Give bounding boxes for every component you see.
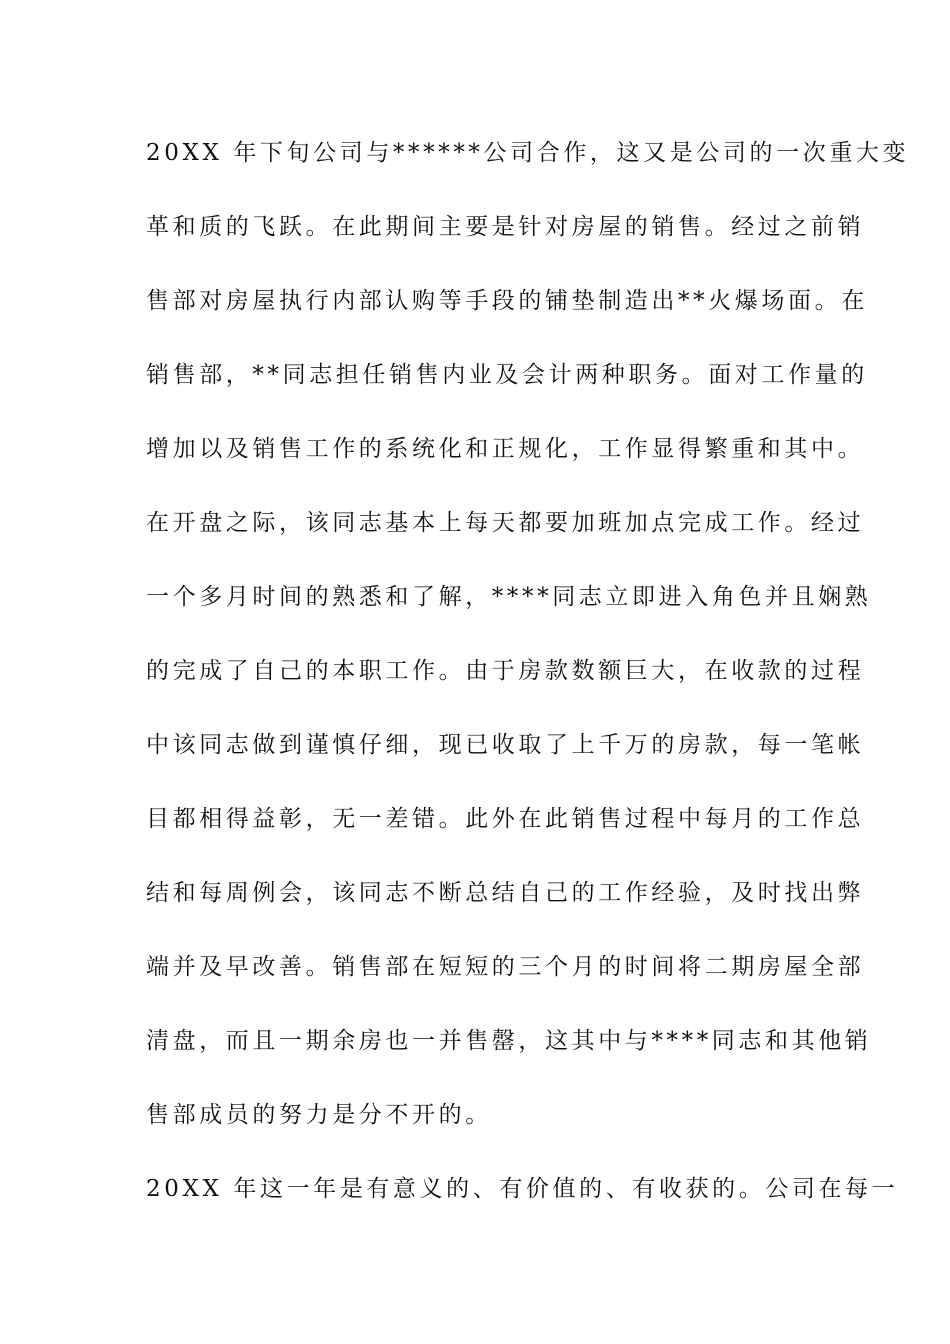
text-line: 中该同志做到谨慎仔细，现已收取了上千万的房款，每一笔帐 (146, 732, 865, 758)
text-line: 增加以及销售工作的系统化和正规化，工作显得繁重和其中。 (146, 436, 865, 462)
text-line: 在开盘之际，该同志基本上每天都要加班加点完成工作。经过 (146, 510, 865, 536)
text-line: 革和质的飞跃。在此期间主要是针对房屋的销售。经过之前销 (146, 214, 865, 240)
text-line: 一个多月时间的熟悉和了解，****同志立即进入角色并且娴熟 (146, 584, 872, 610)
text-line: 20XX 年下旬公司与******公司合作，这又是公司的一次重大变 (146, 140, 910, 166)
text-line: 售部对房屋执行内部认购等手段的铺垫制造出**火爆场面。在 (146, 288, 868, 314)
text-line: 20XX 年这一年是有意义的、有价值的、有收获的。公司在每一 (146, 1176, 899, 1202)
text-line: 端并及早改善。销售部在短短的三个月的时间将二期房屋全部 (146, 954, 865, 980)
text-line: 结和每周例会，该同志不断总结自己的工作经验，及时找出弊 (146, 880, 865, 906)
text-line: 目都相得益彰，无一差错。此外在此销售过程中每月的工作总 (146, 806, 865, 832)
text-line: 清盘，而且一期余房也一并售罄，这其中与****同志和其他销 (146, 1028, 872, 1054)
text-line: 的完成了自己的本职工作。由于房款数额巨大，在收款的过程 (146, 658, 865, 684)
document-body (146, 128, 910, 1238)
text-line: 售部成员的努力是分不开的。 (146, 1102, 492, 1128)
text-line: 销售部，**同志担任销售内业及会计两种职务。面对工作量的 (146, 362, 868, 388)
